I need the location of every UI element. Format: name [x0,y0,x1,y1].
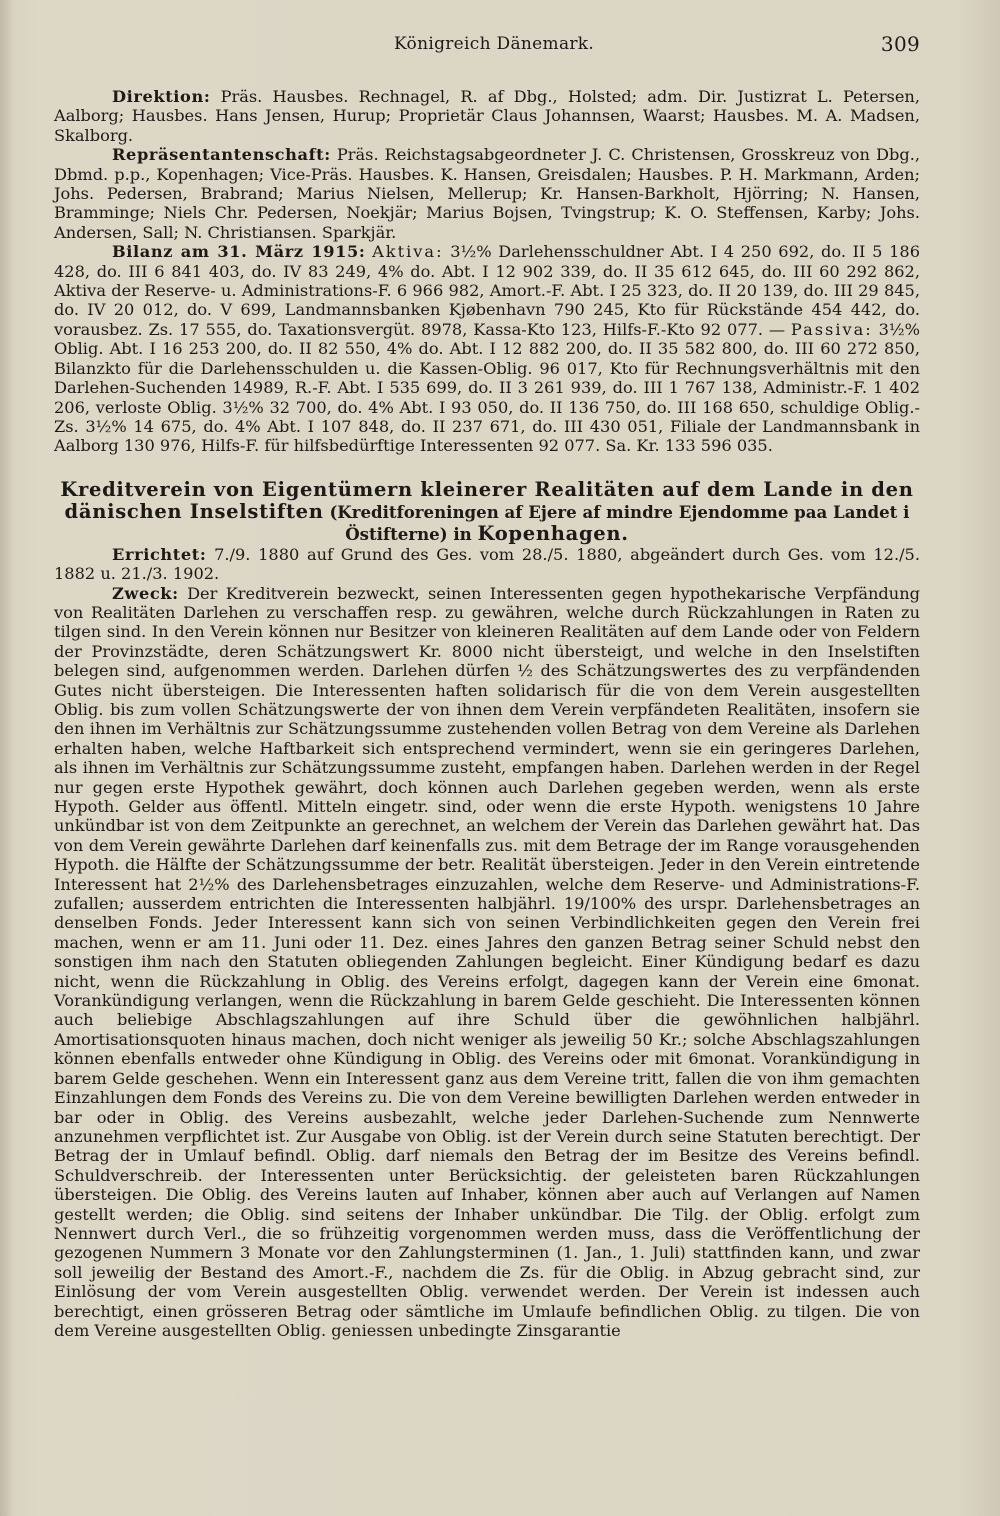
repraesentanten-label: Repräsentantenschaft: [112,145,331,165]
errichtet-label: Errichtet: [112,544,207,564]
bilanz-label: Bilanz am 31. März 1915: [112,242,366,262]
errichtet-paragraph [54,545,920,584]
repraesentanten-paragraph [54,145,920,242]
page-number: 309 [880,32,920,56]
aktiva-label: Aktiva: [372,242,444,262]
passiva-label: Passiva: [790,319,873,339]
zweck-paragraph [54,584,920,1341]
zweck-text: Der Kreditverein bezweckt, seinen Interessenten gegen hypothekarische Verpfändung von Realitäten Darlehen zu verschaffen resp. zu gewähren, welche durch Rückzahlungen in Raten zu tilgen sind. In den Verein können nur Besitzer von kleineren Realitäten auf dem Lande oder von Feldern der Provinzstädte, deren Schätzungswert Kr. 8000 nicht übersteigt, und welche in den Inselstiften belegen sind, aufgenommen werden. Darlehen dürfen ½ des Schätzungswertes des zu verpfändenden Gutes nicht übersteigen. Die Interessenten haften solidarisch für die von dem Verein ausgestellten Oblig. bis zum vollen Schätzungswerte der von ihnen dem Verein verpfändeten Realitäten, insofern sie den ihnen im Verhältnis zur Schätzungssumme zustehenden vollen Betrag von dem Vereine als Darlehen erhalten haben, welche Haftbarkeit sich entsprechend vermindert, wenn sie ein geringeres Darlehen, als ihnen im Verhältnis zur Schätzungssumme zusteht, empfangen haben. Darlehen werden in der Regel nur gegen erste Hypothek gewährt, doch können auch Darlehen gegeben werden, wenn als erste Hypoth. Gelder aus öffentl. Mitteln eingetr. sind, oder wenn die erste Hypoth. wenigstens 10 Jahre unkündbar ist von dem Zeitpunkte an gerechnet, an welchem der Verein das Darlehen gewährt hat. Das von dem Verein gewährte Darlehen darf keinenfalls zus. mit dem Betrage der im Range vorausgehenden Hypoth. die Hälfte der Schätzungssumme der betr. Realität übersteigen. Jeder in den Verein eintretende Interessent hat 2½% des Darlehensbetrages einzuzahlen, welche dem Reserve- und Administrations-F. zufallen; ausserdem entrichten die Interessenten halbjährl. 19/100% des urspr. Darlehensbetrages an denselben Fonds. Jeder Interessent kann sich von seinen Verbindlichkeiten gegen den Verein frei machen, wenn er am 11. Juni oder 11. Dez. eines Jahres den ganzen Betrag seiner Schuld nebst den sonstigen ihm nach den Statuten obliegenden Zahlungen begleicht. Einer Kündigung bedarf es dazu nicht, wenn die Rückzahlung in Oblig. des Vereins erfolgt, dagegen kann der Verein eine 6monat. Vorankündigung verlangen, wenn die Rückzahlung in barem Gelde geschieht. Die Interessenten können auch beliebige Abschlagszahlungen auf ihre Schuld über die gewöhnlichen halbjährl. Amortisationsquoten hinaus machen, doch nicht weniger als jeweilig 50 Kr.; solche Abschlagszahlungen können ebenfalls entweder ohne Kündigung in Oblig. des Vereins oder mit 6monat. Vorankündigung in barem Gelde geschehen. Wenn ein Interessent ganz aus dem Vereine tritt, fallen die von ihm gemachten Einzahlungen dem Fonds des Vereins zu. Die von dem Vereine bewilligten Darlehen werden entweder in bar oder in Oblig. des Vereins ausbezahlt, welche jeder Darlehen-Suchende zum Nennwerte anzunehmen verpflichtet ist. Zur Ausgabe von Oblig. ist der Verein durch seine Statuten berechtigt. Der Betrag der in Umlauf befindl. Oblig. darf niemals den Betrag der im Besitze des Vereins befindl. Schuldverschreib. der Interessenten unter Berücksichtig. der geleisteten baren Rückzahlungen übersteigen. Die Oblig. des Vereins lauten auf Inhaber, können aber auch auf Verlangen auf Namen gestellt werden; die Oblig. sind seitens der Inhaber unkündbar. Die Tilg. der Oblig. erfolgt zum Nennwert durch Verl., die so frühzeitig vorgenommen werden muss, dass die Veröffentlichung der gezogenen Nummern 3 Monate vor den Zahlungsterminen (1. Jan., 1. Juli) stattfinden kann, und zwar soll jeweilig der Bestand des Amort.-F., nachdem die Zs. für die Oblig. in Abzug gebracht sind, zur Einlösung der vom Verein ausgestellten Oblig. verwendet werden. Der Verein ist indessen auch berechtigt, einen grösseren Betrag oder sämtliche im Umlaufe befindlichen Oblig. zu tilgen. Die von dem Vereine ausgestellten Oblig. geniessen unbedingte Zinsgarantie [54,583,920,1340]
running-head: Königreich Dänemark. [394,34,595,54]
errichtet-text: 7./9. 1880 auf Grund des Ges. vom 28./5. 1880, abgeändert durch Ges. vom 12./5. 1882 u. 21./3. 1902. [54,544,920,584]
text-column [54,34,920,1340]
direktion-label: Direktion: [112,87,211,106]
section-heading [54,479,920,545]
passiva-text: 3½% Oblig. Abt. I 16 253 200, do. II 82 550, 4% do. Abt. I 12 882 200, do. II 35 582 800, do. III 60 272 850, Bilanzkto für die Darlehensschulden u. die Kassen-Oblig. 96 017, Kto für Rechnungsverhältnis mit den Darlehen-Suchenden 14989, R.-F. Abt. I 535 699, do. II 3 261 939, do. III 1 767 138, Administr.-F. 1 402 206, verloste Oblig. 3½% 32 700, do. 4% Abt. I 93 050, do. II 136 750, do. III 168 650, schuldige Oblig.-Zs. 3½% 14 675, do. 4% Abt. I 107 848, do. II 237 671, do. III 430 051, Filiale der Landmannsbank in Aalborg 130 976, Hilfs-F. für hilfsbedürftige Interessenten 92 077. Sa. Kr. 133 596 035. [54,319,920,456]
bilanz-paragraph [54,242,920,455]
page-header [54,34,920,60]
direktion-paragraph [54,87,920,145]
section-heading-title: Kreditverein von Eigentümern kleinerer Realitäten auf dem Lande in den dänischen Inselstiften [60,477,914,523]
aktiva-text: 3½% Darlehensschuldner Abt. I 4 250 692, do. II 5 186 428, do. III 6 841 403, do. IV 83 249, 4% do. Abt. I 12 902 339, do. II 35 612 645, do. III 60 292 862, Aktiva der Reserve- u. Administrations-F. 6 966 982, Amort.-F. Abt. I 25 323, do. II 20 139, do. III 29 845, do. IV 20 012, do. V 699, Landmannsbanken Kjøbenhavn 790 245, Kto für Rückstände 454 442, do. vorausbez. Zs. 17 555, do. Taxationsvergüt. 8978, Kassa-Kto 123, Hilfs-F.-Kto 92 077. — [54,242,921,339]
section-heading-danish: (Kreditforeningen af Ejere af mindre Ejendomme paa Landet i Östifterne) in [329,501,910,544]
repraesentanten-text: Präs. Reichstagsabgeordneter J. C. Christensen, Grosskreuz von Dbg., Dbmd. p.p., Kopenhagen; Vice-Präs. Hausbes. K. Hansen, Greisdalen; Hausbes. P. H. Markmann, Arden; Johs. Pedersen, Brabrand; Marius Nielsen, Mellerup; Kr. Hansen-Barkholt, Hjörring; N. Hansen, Bramminge; Niels Chr. Pedersen, Noekjär; Marius Bojsen, Tvingstrup; K. O. Steffensen, Karby; Johs. Andersen, Sall; N. Christiansen. Sparkjär. [54,145,921,242]
section-heading-city: Kopenhagen. [477,521,629,545]
zweck-label: Zweck: [112,583,179,603]
direktion-text: Präs. Hausbes. Rechnagel, R. af Dbg., Holsted; adm. Dir. Justizrat L. Petersen, Aalborg; Hausbes. Hans Jensen, Hurup; Proprietär Claus Johannsen, Waarst; Hausbes. M. A. Madsen, Skalborg. [54,87,920,145]
